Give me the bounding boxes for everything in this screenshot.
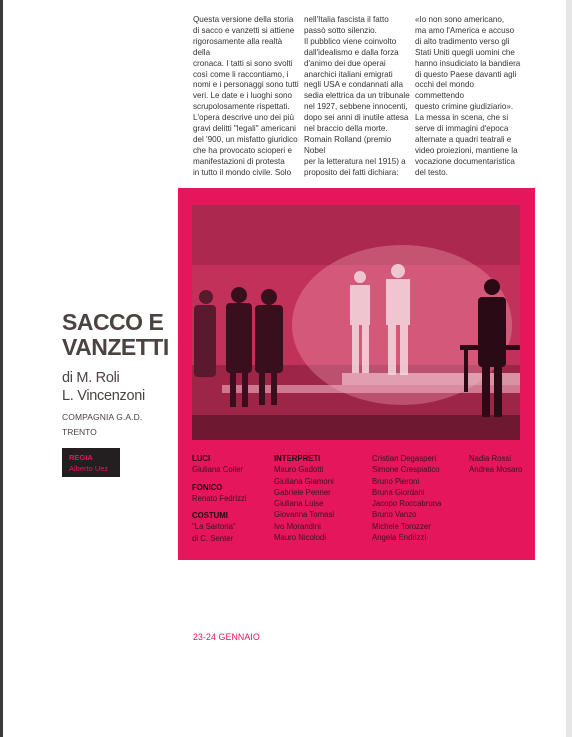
cast-name: Andrea Mosaro <box>469 465 523 475</box>
company-city: TRENTO <box>62 427 97 437</box>
page-left-edge <box>0 0 3 737</box>
cast-name: Michele Torozzer <box>372 521 431 531</box>
cast-name: Bruna Giordani <box>372 487 425 497</box>
regia-label: REGIA <box>69 453 93 462</box>
cast-name: Mauro Nicolodi <box>274 533 327 543</box>
page-right-edge <box>566 0 572 737</box>
cast-name: Giovanna Tomasi <box>274 510 335 520</box>
credits-crew <box>192 453 267 544</box>
regia-box <box>62 448 120 477</box>
costumi-line-2: di C. Senter <box>192 533 234 543</box>
article-column-1: Questa versione della storia di sacco e vanzetti si attiene rigorosamente alla realtà della cronaca. I tatti si sono svolti così come li raccontiamo, i nomi e i personaggi sono tutti veri. Le date e i luoghi sono scrupolosamente rispettati. L'opera descrive uno dei più gravi delitti "legali" americani del '900, un misfatto giuridico che ha provocato scioperi e manifestazioni di protesta in tutto il mondo civile. Solo <box>193 15 299 177</box>
credits-cast-3 <box>469 453 529 476</box>
cast-name: Simone Crespiatico <box>372 465 440 475</box>
cast-name: Giuliana Giamoni <box>274 476 334 486</box>
costumi-label: COSTUMI <box>192 511 228 521</box>
stage-photo <box>192 205 520 440</box>
stage-photo-illustration <box>192 205 520 440</box>
interpreti-label: INTERPRETI <box>274 454 321 463</box>
luci-label: LUCI <box>192 454 211 463</box>
magenta-panel <box>178 188 535 560</box>
title-line-1: SACCO E <box>62 309 164 335</box>
regia-name: Alberto Uez <box>69 464 109 473</box>
article-column-3: «Io non sono americano, ma amo l'America e accuso di alto tradimento verso gli Stati Uniti quegli uomini che hanno insudiciato la bandiera di questo Paese davanti agli occhi del mondo commettendo questo crimine giudiziario». La messa in scena, che si serve di immagini d'epoca alternate a quadri teatrali e video proiezioni, mantiene la vocazione documentaristica del testo. <box>415 15 521 177</box>
fonico-name: Renato Fedrizzi <box>192 493 247 503</box>
cast-name: Mauro Gadotti <box>274 465 324 475</box>
author-line-2: L. Vincenzoni <box>62 388 145 404</box>
cast-name: Giuliana Luise <box>274 499 324 509</box>
performance-date: 23-24 GENNAIO <box>193 632 260 642</box>
company-name: COMPAGNIA G.A.D. <box>62 412 143 422</box>
cast-name: Jacopo Roccabruna <box>372 499 442 509</box>
credits-cast-2 <box>372 453 462 543</box>
luci-name: Giuliana Coller <box>192 465 244 475</box>
cast-name: Gabriele Penner <box>274 487 331 497</box>
credits-cast-1 <box>274 453 364 543</box>
show-authors <box>62 369 178 405</box>
cast-name: Ivo Morandini <box>274 521 321 531</box>
show-title <box>62 310 172 360</box>
title-line-2: VANZETTI <box>62 334 169 360</box>
costumi-line-1: "La Sartoria" <box>192 522 236 532</box>
cast-name: Bruno Vanzo <box>372 510 417 520</box>
cast-name: Nadia Rossi <box>469 454 512 463</box>
cast-name: Bruno Pieroni <box>372 476 420 486</box>
article-column-2: nell'Italia fascista il fatto passò sotto silenzio. Il pubblico viene coinvolto dall'idealismo e dalla forza d'animo dei due operai anarchici italiani emigrati negli USA e condannati alla sedia elettrica da un tribunale nel 1927, sebbene innocenti, dopo sei anni di inutile attesa nel braccio della morte. Romain Rolland (premio Nobel per la letteratura nel 1915) a proposito dei fatti dichiara: <box>304 15 410 177</box>
cast-name: Cristian Degasperi <box>372 454 437 463</box>
fonico-label: FONICO <box>192 482 223 492</box>
author-line-1: di M. Roli <box>62 370 120 386</box>
cast-name: Angela Endrizzi <box>372 533 427 543</box>
